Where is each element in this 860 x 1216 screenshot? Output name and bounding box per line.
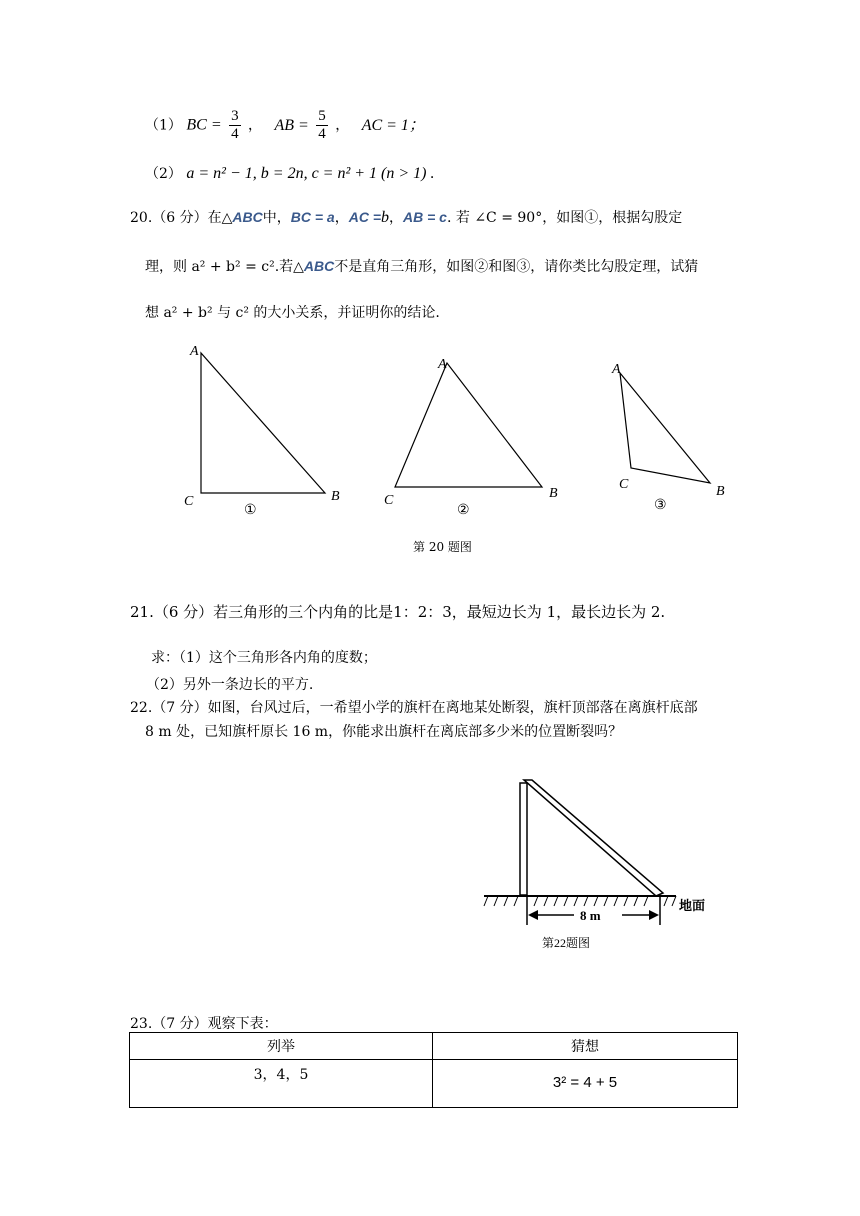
- q19-part2: [145, 163, 435, 183]
- q19-part1-label: （1）: [145, 117, 182, 134]
- fig1-label-c: C: [184, 494, 194, 509]
- q20-intro: 20.（6 分）在△: [130, 210, 233, 226]
- ground-hatch: [484, 896, 676, 906]
- fig2-label-a: A: [438, 357, 447, 372]
- q20-abc: ABC: [232, 209, 263, 225]
- q20-b-var: b: [381, 209, 389, 226]
- q19-bc-den: 4: [231, 126, 239, 142]
- q21-line1: 21.（6 分）若三角形的三个内角的比是1：2：3，最短边长为 1，最长边长为 2.: [130, 603, 666, 621]
- q22-figure-caption: 第22题图: [542, 936, 591, 950]
- fig2-label-b: B: [549, 486, 558, 501]
- q20-ab-eq: AB = c: [403, 209, 447, 225]
- q23-header-list: 列举: [130, 1033, 433, 1060]
- dim-arrow-right: [649, 910, 659, 920]
- fig3-label-b: B: [716, 484, 725, 499]
- q20-bc-eq: BC = a: [290, 209, 335, 225]
- q19-bc-fraction: [229, 108, 241, 143]
- q19-sep1: ，: [248, 117, 263, 134]
- q19-bc-num: 3: [231, 108, 239, 124]
- q19-ab-den: 4: [318, 126, 326, 142]
- q19-part2-label: （2）: [145, 166, 182, 182]
- q20-line2-start: 理，则 a² + b² = c².若△: [145, 259, 304, 275]
- fig2-number: ②: [457, 503, 470, 518]
- q23-header-guess: 猜想: [433, 1033, 738, 1060]
- q22-line1: 22.（7 分）如图，台风过后，一希望小学的旗杆在离地某处断裂，旗杆顶部落在离旗杆底部: [130, 700, 698, 716]
- q22-figure: [480, 775, 720, 960]
- fig3-number: ③: [654, 498, 667, 513]
- q20-line1-end: . 若 ∠C = 90°，如图①，根据勾股定: [446, 210, 683, 226]
- q20-comma1: ，: [334, 210, 349, 226]
- q19-ac-expr: AC = 1；: [361, 116, 425, 134]
- q20-comma2: ，: [389, 210, 403, 226]
- q20-mid: 中，: [262, 210, 291, 226]
- q20-abc-2: ABC: [303, 258, 335, 274]
- q23-table: [129, 1032, 738, 1108]
- q20-line1: [130, 207, 682, 227]
- flagpole-broken: [524, 780, 663, 896]
- q23-cell-guess: 3² = 4 + 5: [552, 1074, 618, 1091]
- q23-cell-guess-wrap: [433, 1060, 738, 1108]
- q20-line3: 想 a² + b² 与 c² 的大小关系，并证明你的结论.: [145, 305, 440, 321]
- q19-ab-num: 5: [318, 108, 326, 124]
- fig3-label-a: A: [612, 362, 621, 377]
- q19-ab-fraction: [316, 108, 328, 143]
- q19-ab-lhs: AB =: [274, 116, 309, 134]
- q23-line1: 23.（7 分）观察下表：: [130, 1016, 278, 1032]
- fig1-number: ①: [244, 503, 257, 518]
- q20-ac-eq: AC =: [348, 209, 381, 225]
- dim-label: 8 m: [580, 908, 601, 923]
- q22-line2: 8 m 处，已知旗杆原长 16 m，你能求出旗杆在离底部多少米的位置断裂吗？: [145, 724, 623, 740]
- fig2-label-c: C: [384, 493, 394, 508]
- q23-header-row: [130, 1033, 738, 1060]
- flagpole-standing: [520, 783, 527, 895]
- q19-part2-expr: a = n² − 1, b = 2n, c = n² + 1 (n > 1) .: [186, 165, 435, 182]
- q23-cell-list: 3，4，5: [130, 1060, 433, 1108]
- q20-figure-caption: 第 20 题图: [413, 540, 472, 554]
- q20-line2: [145, 256, 698, 276]
- q21-line2: 求：（1）这个三角形各内角的度数；: [151, 650, 377, 666]
- triangle-3: [620, 373, 710, 483]
- q19-part1: [145, 108, 425, 143]
- q20-figure: [170, 340, 750, 550]
- q19-sep2: ，: [335, 117, 350, 134]
- q20-line2-end: 不是直角三角形，如图②和图③，请你类比勾股定理，试猜: [334, 259, 699, 275]
- dim-arrow-left: [528, 910, 538, 920]
- ground-label: 地面: [679, 898, 706, 913]
- triangle-2: [395, 363, 542, 487]
- q21-line3: （2）另外一条边长的平方.: [146, 677, 314, 693]
- table-row: [130, 1060, 738, 1108]
- triangle-1: [201, 353, 325, 493]
- q19-bc-lhs: BC =: [186, 116, 222, 134]
- fig1-label-a: A: [190, 344, 199, 359]
- fig1-label-b: B: [331, 489, 340, 504]
- fig3-label-c: C: [619, 477, 629, 492]
